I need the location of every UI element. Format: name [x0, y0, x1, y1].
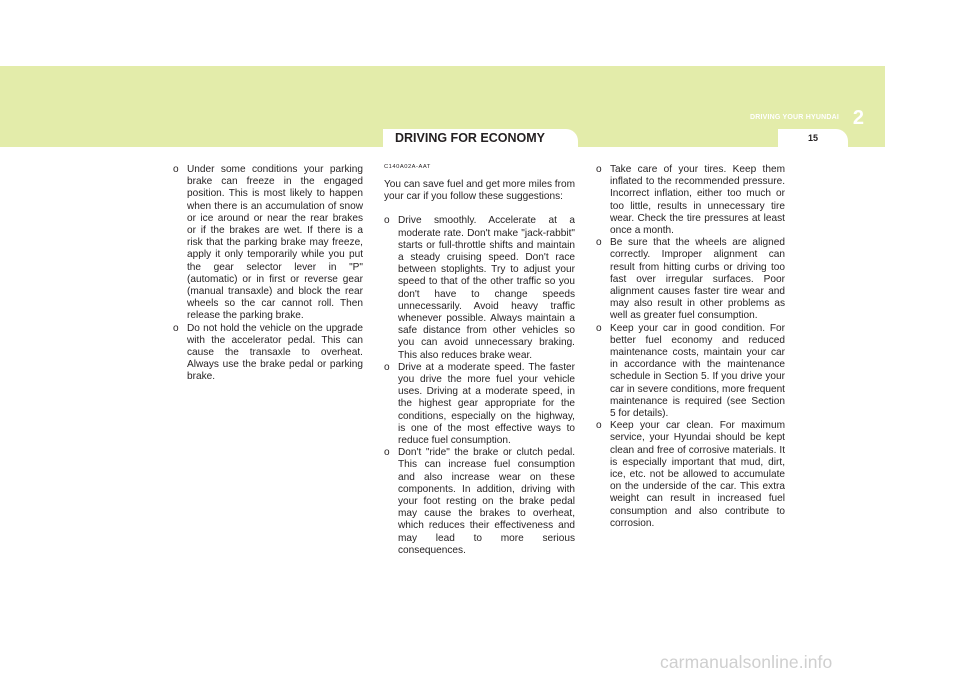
column-1: [173, 164, 363, 384]
intro-paragraph: You can save fuel and get more miles from your car if you follow these suggestions:: [384, 179, 575, 203]
list-item: o Take care of your tires. Keep them inflated to the recommended pressure. Incorrect inflation, either too much or too little, results in unnecessary tire wear. Check the tire pressures at least once a month.: [596, 164, 785, 237]
column-3: [596, 164, 785, 530]
section-code: C140A02A-AAT: [384, 164, 431, 170]
chapter-title: DRIVING YOUR HYUNDAI: [749, 114, 839, 121]
watermark: carmanualsonline.info: [660, 652, 833, 672]
list-item: o Do not hold the vehicle on the upgrade with the accelerator pedal. This can cause the transaxle to overheat. Always use the brake pedal or parking brake.: [173, 322, 363, 383]
bullet-list: [384, 215, 575, 557]
bullet-marker: o: [384, 361, 390, 373]
page-number: 15: [778, 129, 848, 148]
column-2: [384, 164, 575, 557]
bullet-marker: o: [173, 322, 179, 334]
section-title: DRIVING FOR ECONOMY: [383, 129, 578, 148]
chapter-number: 2: [852, 107, 864, 129]
bullet-marker: o: [384, 447, 390, 459]
bullet-marker: o: [596, 322, 602, 334]
list-item: o Under some conditions your parking brake can freeze in the engaged position. This is most likely to happen when there is an accumulation of snow or ice around or near the rear brakes or if the brakes are wet. If there is a risk that the parking brake may freeze, apply it only temporarily while you put the gear selector lever in "P" (automatic) or in first or reverse gear (manual transaxle) and block the rear wheels so the car cannot roll. Then release the parking brake.: [173, 164, 363, 322]
bullet-list: [596, 164, 785, 530]
bullet-marker: o: [596, 164, 602, 175]
bullet-marker: o: [596, 237, 602, 249]
list-item: o Drive smoothly. Accelerate at a moderate rate. Don't make "jack-rabbit" starts or full-throttle shifts and maintain a steady cruising speed. Don't race between stoplights. Try to adjust your speed to that of the other traffic so you don't have to change speeds unnecessarily. Avoid heavy traffic whenever possible. Always maintain a safe distance from other vehicles so you can avoid unnecessary braking. This also reduces brake wear.: [384, 215, 575, 361]
list-item: o Be sure that the wheels are aligned correctly. Improper alignment can result from hitting curbs or driving too fast over irregular surfaces. Poor alignment causes faster tire wear and may also result in other problems as well as greater fuel consumption.: [596, 237, 785, 322]
list-item: o Drive at a moderate speed. The faster you drive the more fuel your vehicle uses. Driving at a moderate speed, in the highest gear appropriate for the conditions, especially on the highway, is one of the most effective ways to reduce fuel consumption.: [384, 361, 575, 447]
list-item: o Keep your car in good condition. For better fuel economy and reduced maintenance costs, maintain your car in accordance with the maintenance schedule in Section 5. If you drive your car in severe conditions, more frequent maintenance is required (see Section 5 for details).: [596, 322, 785, 420]
bullet-marker: o: [384, 215, 390, 227]
bullet-marker: o: [596, 420, 602, 432]
bullet-marker: o: [173, 164, 179, 175]
bullet-list: [173, 164, 363, 384]
list-item: o Keep your car clean. For maximum service, your Hyundai should be kept clean and free of corrosive materials. It is especially important that mud, dirt, ice, etc. not be allowed to accumulate on the underside of the car. This extra weight can result in increased fuel consumption and also contribute to corrosion.: [596, 420, 785, 529]
list-item: o Don't "ride" the brake or clutch pedal. This can increase fuel consumption and also increase wear on these components. In addition, driving with your foot resting on the brake pedal may cause the brakes to overheat, which reduces their effectiveness and may lead to more serious consequences.: [384, 447, 575, 556]
